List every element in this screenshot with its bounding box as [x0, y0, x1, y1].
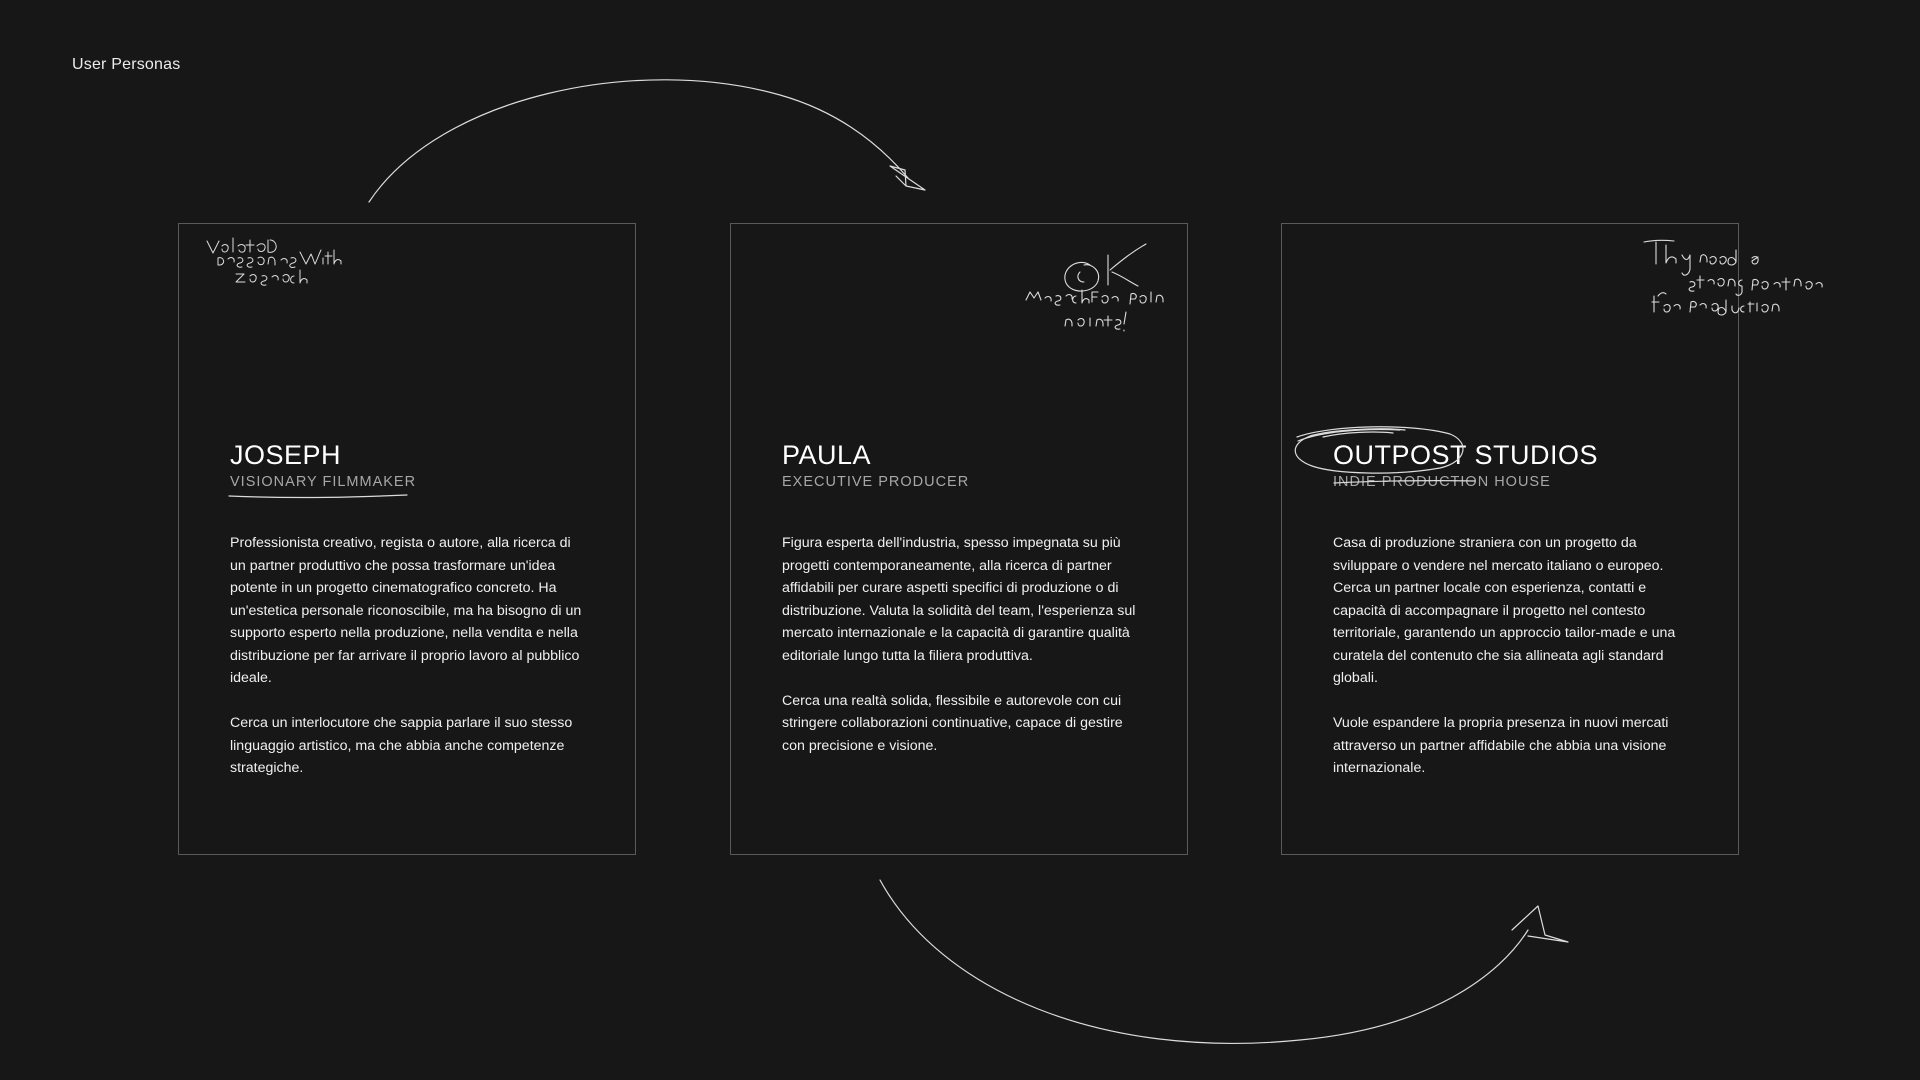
persona-role: VISIONARY FILMMAKER: [230, 474, 417, 490]
persona-card-paula: [730, 223, 1188, 855]
persona-paragraph: Cerca un interlocutore che sappia parlare il suo stesso linguaggio artistico, ma che abbia anche competenze strategiche.: [230, 715, 573, 776]
page-title: User Personas: [72, 56, 181, 73]
persona-description: [782, 532, 1142, 780]
persona-description: [1333, 532, 1693, 802]
persona-description: [230, 532, 590, 802]
persona-role: EXECUTIVE PRODUCER: [782, 474, 970, 490]
bottom-arrow-head: [1512, 906, 1568, 942]
persona-card-outpost-studios: [1281, 223, 1739, 855]
persona-paragraph: Professionista creativo, regista o autore, alla ricerca di un partner produttivo che possa trasformare un'idea potente in un progetto cinematografico concreto. Ha un'estetica personale riconoscibile, ma ha bisogno di un supporto esperto nella produzione, nella vendita e nella distribuzione per far arrivare il proprio lavoro al pubblico ideale.: [230, 535, 582, 686]
persona-name: OUTPOST STUDIOS: [1333, 440, 1599, 470]
persona-role: INDIE PRODUCTION HOUSE: [1333, 474, 1551, 490]
persona-name: JOSEPH: [230, 440, 342, 470]
bottom-curved-arrow: [880, 880, 1528, 1043]
top-arrow-head: [890, 166, 925, 190]
persona-paragraph: Cerca una realtà solida, flessibile e autorevole con cui stringere collaborazioni continuative, capace di gestire con precisione e visione.: [782, 692, 1123, 754]
persona-paragraph: Vuole espandere la propria presenza in nuovi mercati attraverso un partner affidabile che abbia una visione internazionale.: [1333, 715, 1669, 776]
persona-card-joseph: [178, 223, 636, 855]
persona-paragraph: Casa di produzione straniera con un progetto da sviluppare o vendere nel mercato italiano o europeo. Cerca un partner locale con esperienza, contatti e capacità di accompagnare il progetto nel contesto territoriale, garantendo un approccio tailor-made e una curatela del contenuto che sia allineata agli standard globali.: [1333, 535, 1676, 686]
top-curved-arrow: [369, 80, 908, 202]
persona-paragraph: Figura esperta dell'industria, spesso impegnata su più progetti contemporaneamente, alla ricerca di partner affidabili per curare aspetti specifici di produzione o di distribuzione. Valuta la solidità del team, l'esperienza sul mercato internazionale e la capacità di garantire qualità editoriale lungo tutta la filiera produttiva.: [782, 535, 1136, 664]
persona-name: PAULA: [782, 440, 872, 470]
